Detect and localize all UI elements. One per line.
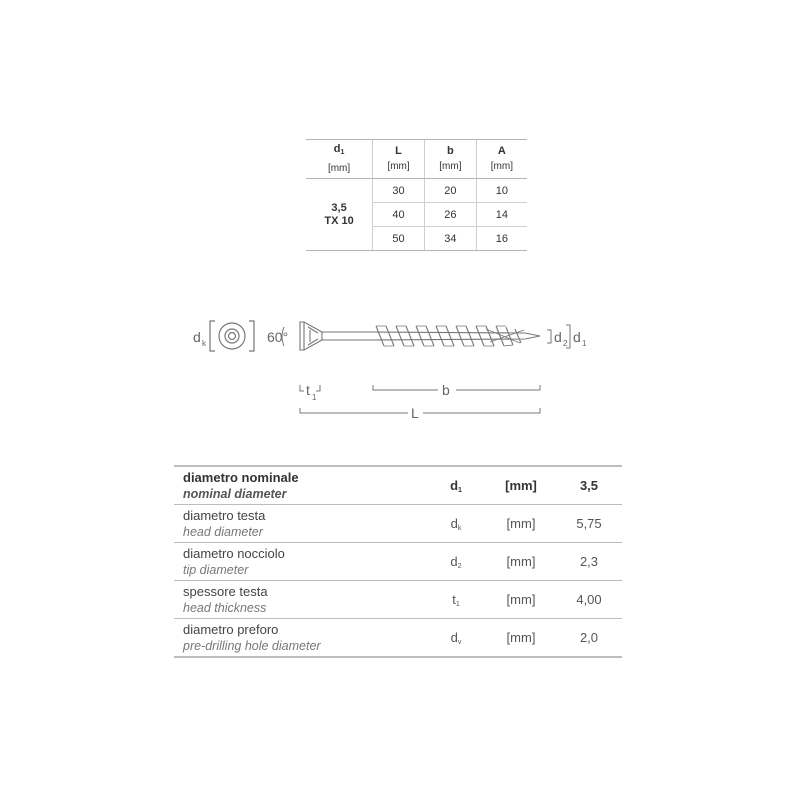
d2-label: d — [554, 329, 562, 345]
header-L-unit: [mm] — [387, 161, 410, 172]
L-dimension — [300, 408, 540, 413]
property-symbol: $d_1$ — [418, 466, 486, 505]
property-value: 4,00 — [556, 581, 622, 619]
cell-A: 16 — [476, 227, 527, 251]
spec-diameter: 3,5 — [331, 201, 347, 214]
property-value: 2,3 — [556, 543, 622, 581]
d2-sub: 2 — [563, 339, 568, 348]
property-symbol: $t_1$ — [418, 581, 486, 619]
property-value: 2,0 — [556, 619, 622, 658]
t1-label: t — [306, 382, 310, 398]
L-label: L — [411, 405, 419, 421]
table-row — [174, 466, 622, 505]
cell-L: 40 — [373, 203, 425, 227]
table-row — [174, 581, 622, 619]
screw-side-view — [300, 322, 540, 350]
dk-label: d — [193, 329, 201, 345]
head-top-view — [210, 321, 254, 351]
spec-drive: TX 10 — [324, 214, 354, 227]
d1-label: d — [573, 329, 581, 345]
t1-dimension — [300, 385, 320, 391]
table-row — [174, 543, 622, 581]
dimensions-header-row — [306, 140, 527, 179]
property-unit: [mm] — [486, 543, 556, 581]
property-unit: [mm] — [486, 505, 556, 543]
cell-A: 14 — [476, 203, 527, 227]
property-symbol: $d_2$ — [418, 543, 486, 581]
dk-sub: k — [202, 339, 206, 348]
property-name: diametro testa head diameter — [174, 505, 418, 543]
header-A-unit: [mm] — [490, 161, 513, 172]
screw-drawing — [190, 305, 610, 430]
b-dimension — [373, 385, 540, 390]
property-unit: [mm] — [486, 466, 556, 505]
header-d1-unit: [mm] — [327, 163, 351, 174]
header-b-unit: [mm] — [439, 161, 462, 172]
dimensions-table — [306, 139, 527, 251]
spec-cell — [306, 179, 373, 251]
angle-label: 60° — [267, 329, 289, 345]
property-symbol: $d_k$ — [418, 505, 486, 543]
table-row — [306, 179, 527, 203]
b-label: b — [442, 382, 450, 398]
property-unit: [mm] — [486, 581, 556, 619]
property-name: spessore testa head thickness — [174, 581, 418, 619]
header-A: A [mm] — [476, 140, 527, 179]
header-d1: $d_1$ [mm] — [306, 140, 373, 179]
property-name: diametro nominale nominal diameter — [174, 466, 418, 505]
table-row — [174, 619, 622, 658]
property-name: diametro nocciolo tip diameter — [174, 543, 418, 581]
cell-b: 26 — [424, 203, 476, 227]
cell-L: 50 — [373, 227, 425, 251]
property-value: 3,5 — [556, 466, 622, 505]
screw-drawing-svg — [190, 305, 610, 430]
cell-L: 30 — [373, 179, 425, 203]
d2-bracket — [547, 330, 551, 343]
property-unit: [mm] — [486, 619, 556, 658]
properties-table — [174, 465, 622, 658]
property-name: diametro preforo pre-drilling hole diameter — [174, 619, 418, 658]
cell-b: 34 — [424, 227, 476, 251]
d1-sub: 1 — [582, 339, 587, 348]
cell-b: 20 — [424, 179, 476, 203]
cell-A: 10 — [476, 179, 527, 203]
header-b: b [mm] — [424, 140, 476, 179]
header-L: L [mm] — [373, 140, 425, 179]
table-row — [174, 505, 622, 543]
property-symbol: $d_v$ — [418, 619, 486, 658]
t1-sub: 1 — [312, 393, 317, 402]
property-value: 5,75 — [556, 505, 622, 543]
